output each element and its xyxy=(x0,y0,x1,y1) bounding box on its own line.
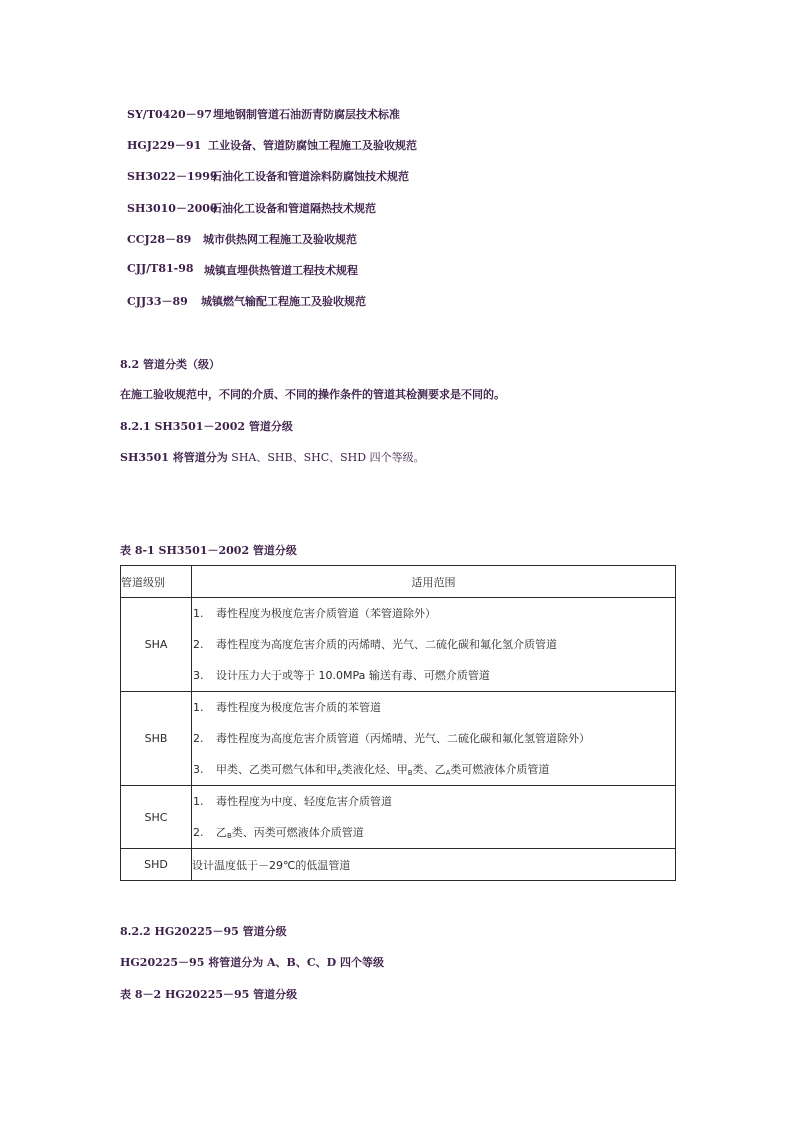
grade-label: SHA xyxy=(121,598,192,692)
standard-item: CJJ/T81-98 城镇直埋供热管道工程技术规程 xyxy=(127,262,358,277)
standard-item: CJJ33－89 城镇燃气输配工程施工及验收规范 xyxy=(127,295,366,308)
table-row xyxy=(121,849,676,881)
grade-label: SHD xyxy=(121,849,192,881)
standard-item: SH3022－1999 石油化工设备和管道涂料防腐蚀技术规范 xyxy=(127,170,409,183)
sh3501-description: SH3501 将管道分为 SHA、SHB、SHC、SHD 四个等级。 xyxy=(120,451,425,464)
header-grade: 管道级别 xyxy=(121,566,192,598)
scope-item: 1. 毒性程度为极度危害介质的苯管道 xyxy=(193,701,381,714)
standard-item: CCJ28－89 城市供热网工程施工及验收规范 xyxy=(127,233,357,246)
standard-item: SH3010－2000 石油化工设备和管道隔热技术规范 xyxy=(127,202,376,215)
subsection-heading: 8.2.1 SH3501－2002 管道分级 xyxy=(120,420,293,433)
scope-item: 2. 毒性程度为高度危害介质的丙烯晴、光气、二硫化碳和氟化氢介质管道 xyxy=(193,638,557,651)
scope-item: 3. 设计压力大于或等于 10.0MPa 输送有毒、可燃介质管道 xyxy=(193,669,490,682)
table-caption: 表 8－2 HG20225－95 管道分级 xyxy=(120,988,298,1001)
header-scope: 适用范围 xyxy=(192,566,676,598)
scope-item: 2. 乙$_B$类、丙类可燃液体介质管道 xyxy=(193,826,364,840)
grade-label: SHB xyxy=(121,692,192,786)
scope-item: 3. 甲类、乙类可燃气体和甲$_A$类液化烃、甲$_B$类、乙$_A$类可燃液体介质管道 xyxy=(193,763,550,777)
hg20225-description: HG20225－95 将管道分为 A、B、C、D 四个等级 xyxy=(120,956,384,969)
subsection-heading: 8.2.2 HG20225－95 管道分级 xyxy=(120,925,287,938)
standard-item: SY/T0420－97 埋地钢制管道石油沥青防腐层技术标准 xyxy=(127,108,400,121)
scope-item: 2. 毒性程度为高度危害介质管道（丙烯晴、光气、二硫化碳和氟化氢管道除外） xyxy=(193,732,590,745)
section-heading: 8.2 管道分类（级） xyxy=(120,358,220,371)
section-intro: 在施工验收规范中，不同的介质、不同的操作条件的管道其检测要求是不同的。 xyxy=(120,388,505,401)
scope-cell xyxy=(192,598,676,692)
scope-cell xyxy=(192,692,676,786)
standard-item: HGJ229－91 工业设备、管道防腐蚀工程施工及验收规范 xyxy=(127,139,417,152)
table-header-row xyxy=(121,566,676,598)
table-row xyxy=(121,598,676,692)
scope-cell xyxy=(192,786,676,849)
scope-item: 1. 毒性程度为中度、轻度危害介质管道 xyxy=(193,795,392,808)
table-row xyxy=(121,692,676,786)
table-row xyxy=(121,786,676,849)
table-caption: 表 8-1 SH3501－2002 管道分级 xyxy=(120,544,297,557)
scope-item: 1. 毒性程度为极度危害介质管道（苯管道除外） xyxy=(193,607,436,620)
grade-label: SHC xyxy=(121,786,192,849)
grading-table xyxy=(120,565,676,881)
scope-cell: 设计温度低于－29℃的低温管道 xyxy=(192,849,676,881)
